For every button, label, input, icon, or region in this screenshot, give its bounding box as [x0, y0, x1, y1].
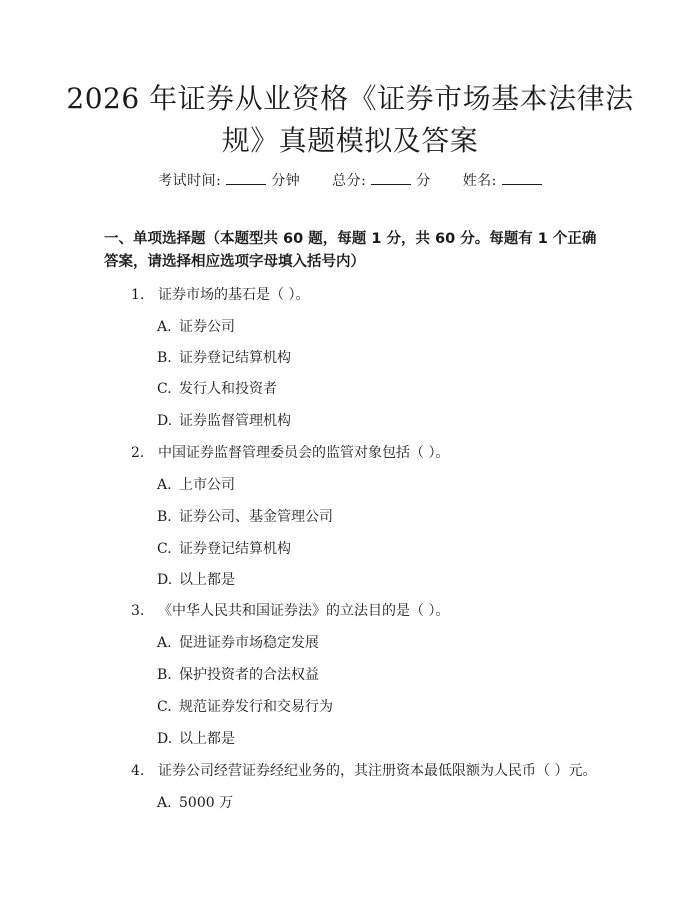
option-text: 证券公司: [179, 319, 235, 335]
option-2d: [157, 569, 235, 589]
time-unit: 分钟: [271, 173, 301, 189]
option-label: C.: [157, 381, 172, 397]
question-text: 证券公司经营证券经纪业务的，其注册资本最低限额为人民币（ ）元。: [158, 763, 597, 779]
option-label: D.: [157, 572, 173, 588]
option-text: 促进证券市场稳定发展: [179, 635, 319, 651]
option-3b: [157, 664, 319, 684]
option-2b: [157, 506, 333, 526]
title-line-2: 规》真题模拟及答案: [221, 124, 479, 157]
question-text: 中国证券监督管理委员会的监管对象包括（ ）。: [158, 445, 450, 461]
option-label: A.: [157, 477, 172, 493]
option-1c: [157, 378, 277, 398]
option-label: B.: [157, 667, 172, 683]
page-title: [60, 78, 640, 162]
option-1a: [157, 316, 235, 336]
option-4a: [157, 792, 233, 812]
name-blank: [502, 172, 542, 185]
question-number: 2.: [131, 445, 145, 461]
question-text: 证券市场的基石是（ ）。: [158, 287, 310, 303]
question-number: 1.: [131, 287, 145, 303]
question-4: [131, 760, 596, 780]
name-label: 姓名:: [462, 173, 497, 189]
option-text: 上市公司: [179, 477, 235, 493]
option-3d: [157, 728, 235, 748]
option-3a: [157, 632, 319, 652]
option-label: A.: [157, 635, 172, 651]
score-blank: [371, 172, 411, 185]
title-line-1: 2026 年证券从业资格《证券市场基本法律法: [66, 82, 634, 115]
question-text: 《中华人民共和国证券法》的立法目的是（ ）。: [158, 603, 450, 619]
option-label: D.: [157, 413, 173, 429]
option-text: 证券登记结算机构: [179, 541, 291, 557]
option-label: A.: [157, 319, 172, 335]
question-number: 3.: [131, 603, 145, 619]
option-2c: [157, 538, 291, 558]
option-1b: [157, 347, 291, 367]
option-3c: [157, 696, 333, 716]
option-text: 证券公司、基金管理公司: [179, 509, 333, 525]
question-3: [131, 600, 449, 620]
option-2a: [157, 474, 235, 494]
question-2: [131, 442, 449, 462]
option-text: 证券监督管理机构: [179, 413, 291, 429]
option-label: B.: [157, 509, 172, 525]
option-label: B.: [157, 350, 172, 366]
option-label: D.: [157, 731, 173, 747]
exam-info-line: [0, 170, 700, 190]
option-1d: [157, 410, 291, 430]
option-text: 以上都是: [179, 572, 235, 588]
option-text: 保护投资者的合法权益: [179, 667, 319, 683]
option-text: 5000 万: [179, 795, 234, 811]
option-text: 证券登记结算机构: [179, 350, 291, 366]
option-label: A.: [157, 795, 172, 811]
score-unit: 分: [416, 173, 431, 189]
section-heading: 一、单项选择题（本题型共 60 题，每题 1 分，共 60 分。每题有 1 个正确答案，请选择相应选项字母填入括号内）: [104, 231, 597, 270]
option-label: C.: [157, 541, 172, 557]
question-number: 4.: [131, 763, 145, 779]
option-label: C.: [157, 699, 172, 715]
time-blank: [226, 172, 266, 185]
option-text: 发行人和投资者: [179, 381, 277, 397]
score-label: 总分:: [332, 173, 367, 189]
option-text: 以上都是: [179, 731, 235, 747]
option-text: 规范证券发行和交易行为: [179, 699, 333, 715]
question-1: [131, 284, 309, 304]
time-label: 考试时间:: [158, 173, 222, 189]
